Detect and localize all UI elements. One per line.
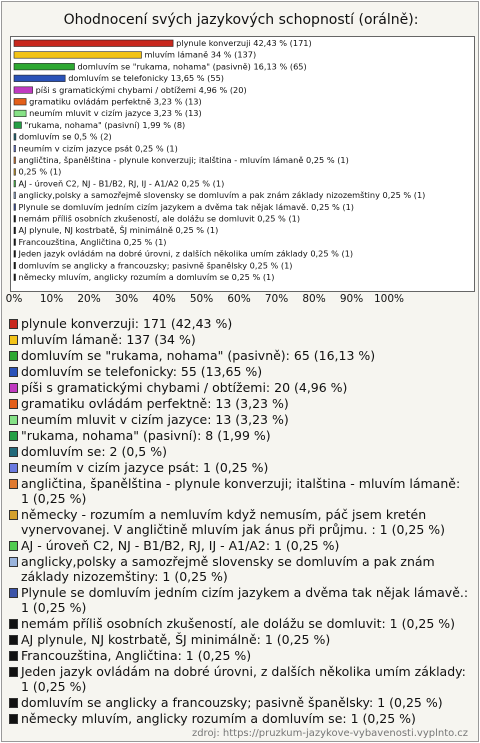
bar-label-2: domluvím se "rukama, nohama" (pasivně) 16,13 % (65) bbox=[77, 61, 307, 72]
legend-label: německy - rozumím a nemluvím když nemusím, páč jsem kretén vynervovanej. V angličtině mluvím jak ánus při průjmu. : 1 (0,25 %) bbox=[21, 507, 446, 537]
bar-2 bbox=[14, 63, 74, 70]
bar-10 bbox=[14, 157, 16, 164]
bar-3 bbox=[14, 75, 65, 82]
legend-label: anglicky,polsky a samozřejmě slovensky se domluvím a pak znám základy nizozemštiny: 1 (0,25 %) bbox=[21, 554, 435, 584]
legend-item bbox=[9, 554, 471, 584]
legend bbox=[9, 316, 471, 727]
bar-20 bbox=[14, 274, 16, 281]
legend-item bbox=[9, 538, 471, 553]
bar-label-0: plynule konverzuji 42,43 % (171) bbox=[176, 38, 312, 48]
legend-label: AJ - úroveň C2, NJ - B1/B2, RJ, IJ - A1/A2: 1 (0,25 %) bbox=[21, 538, 340, 553]
legend-label: angličtina, španělština - plynule konverzuji; italština - mluvím lámaně: 1 (0,25 %) bbox=[21, 476, 461, 506]
legend-swatch bbox=[9, 714, 18, 724]
legend-label: "rukama, nohama" (pasivní): 8 (1,99 %) bbox=[21, 428, 271, 443]
legend-label: plynule konverzuji: 171 (42,43 %) bbox=[21, 316, 233, 331]
legend-item bbox=[9, 585, 471, 615]
legend-item bbox=[9, 632, 471, 647]
bar-chart bbox=[11, 37, 474, 291]
bar-label-8: domluvím se 0,5 % (2) bbox=[18, 131, 112, 142]
bar-19 bbox=[14, 262, 16, 269]
legend-swatch bbox=[9, 479, 18, 489]
bar-17 bbox=[14, 239, 16, 246]
legend-label: mluvím lámaně: 137 (34 %) bbox=[21, 332, 196, 347]
legend-label: domluvím se: 2 (0,5 %) bbox=[21, 444, 167, 459]
bar-12 bbox=[14, 180, 16, 187]
bar-label-19: domluvím se anglicky a francouzsky; pasivně španělsky 0,25 % (1) bbox=[18, 260, 293, 271]
x-tick-label: 20% bbox=[77, 293, 101, 305]
bar-label-15: nemám příliš osobních zkušeností, ale dolážu se domluvit 0,25 % (1) bbox=[18, 213, 301, 224]
legend-item bbox=[9, 332, 471, 347]
legend-swatch bbox=[9, 383, 18, 393]
x-tick-label: 100% bbox=[373, 293, 405, 305]
x-axis bbox=[2, 293, 480, 309]
legend-item bbox=[9, 316, 471, 331]
chart-title: Ohodnocení svých jazykových schopností (orálně): bbox=[63, 12, 419, 28]
legend-label: domluvím se telefonicky: 55 (13,65 %) bbox=[21, 364, 263, 379]
legend-label: domluvím se anglicky a francouzsky; pasivně španělsky: 1 (0,25 %) bbox=[21, 695, 443, 710]
legend-item bbox=[9, 396, 471, 411]
legend-item bbox=[9, 380, 471, 395]
bar-16 bbox=[14, 227, 16, 234]
legend-swatch bbox=[9, 415, 18, 425]
legend-label: píši s gramatickými chybami / obtížemi: 20 (4,96 %) bbox=[21, 380, 348, 395]
x-tick-label: 40% bbox=[152, 293, 176, 305]
bar-label-18: Jeden jazyk ovládám na dobré úrovni, z dalších několika umím základy 0,25 % (1) bbox=[18, 248, 354, 259]
legend-label: Francouzština, Angličtina: 1 (0,25 %) bbox=[21, 648, 252, 663]
bar-4 bbox=[14, 87, 33, 94]
legend-swatch bbox=[9, 447, 18, 457]
legend-item bbox=[9, 648, 471, 663]
bar-18 bbox=[14, 251, 16, 258]
x-tick-label: 60% bbox=[227, 293, 251, 305]
legend-swatch bbox=[9, 399, 18, 409]
x-tick-label: 50% bbox=[189, 293, 214, 305]
bar-6 bbox=[14, 110, 26, 117]
bar-7 bbox=[14, 122, 21, 128]
bar-label-3: domluvím se telefonicky 13,65 % (55) bbox=[68, 73, 224, 84]
legend-item bbox=[9, 664, 471, 694]
bar-0 bbox=[14, 40, 173, 47]
bar-8 bbox=[14, 134, 16, 141]
legend-swatch bbox=[9, 351, 18, 361]
bar-label-12: AJ - úroveň C2, NJ - B1/B2, RJ, IJ - A1/A2 0,25 % (1) bbox=[18, 178, 225, 189]
bar-label-6: neumím mluvit v cizím jazyce 3,23 % (13) bbox=[29, 108, 202, 119]
legend-swatch bbox=[9, 588, 18, 598]
bar-label-4: píši s gramatickými chybami / obtížemi 4,96 % (20) bbox=[35, 84, 247, 95]
legend-item bbox=[9, 348, 471, 363]
bar-13 bbox=[14, 192, 16, 199]
plot-area bbox=[10, 36, 475, 292]
legend-item bbox=[9, 412, 471, 427]
legend-label: AJ plynule, NJ kostrbatě, ŠJ minimálně: 1 (0,25 %) bbox=[21, 632, 331, 647]
legend-label: domluvím se "rukama, nohama" (pasivně): 65 (16,13 %) bbox=[21, 348, 376, 363]
bar-label-1: mluvím lámaně 34 % (137) bbox=[144, 49, 257, 60]
x-tick-label: 70% bbox=[264, 293, 289, 305]
legend-swatch bbox=[9, 698, 18, 708]
bar-1 bbox=[14, 52, 142, 59]
bar-label-17: Francouzština, Angličtina 0,25 % (1) bbox=[18, 236, 167, 247]
legend-swatch bbox=[9, 619, 18, 629]
x-tick-label: 30% bbox=[114, 293, 139, 305]
legend-item bbox=[9, 507, 471, 537]
bar-14 bbox=[14, 204, 16, 211]
x-tick-label: 0% bbox=[5, 293, 23, 305]
legend-swatch bbox=[9, 667, 18, 677]
legend-swatch bbox=[9, 463, 18, 473]
legend-swatch bbox=[9, 510, 18, 520]
legend-item bbox=[9, 711, 471, 726]
legend-label: Plynule se domluvím jedním cizím jazykem a dvěma tak nějak lámavě.: 1 (0,25 %) bbox=[21, 585, 469, 615]
legend-item bbox=[9, 364, 471, 379]
bar-label-7: "rukama, nohama" (pasivní) 1,99 % (8) bbox=[24, 119, 186, 130]
bar-11 bbox=[14, 169, 16, 176]
legend-swatch bbox=[9, 557, 18, 567]
legend-label: Jeden jazyk ovládám na dobré úrovni, z dalších několika umím základy: 1 (0,25 %) bbox=[21, 664, 466, 694]
legend-item bbox=[9, 695, 471, 710]
bar-label-13: anglicky,polsky a samozřejmě slovensky se domluvím a pak znám základy nizozemštiny 0,25 % (1) bbox=[18, 190, 426, 201]
legend-item bbox=[9, 460, 471, 475]
legend-label: neumím mluvit v cizím jazyce: 13 (3,23 %) bbox=[21, 412, 289, 427]
legend-swatch bbox=[9, 541, 18, 551]
bar-label-5: gramatiku ovládám perfektně 3,23 % (13) bbox=[29, 96, 202, 107]
legend-item bbox=[9, 476, 471, 506]
legend-item bbox=[9, 444, 471, 459]
legend-swatch bbox=[9, 319, 18, 329]
source-note: zdroj: https://pruzkum-jazykove-vybavenosti.vyplnto.cz bbox=[191, 728, 468, 739]
x-tick-label: 10% bbox=[39, 293, 64, 305]
legend-swatch bbox=[9, 431, 18, 441]
legend-swatch bbox=[9, 651, 18, 661]
legend-item bbox=[9, 428, 471, 443]
legend-label: gramatiku ovládám perfektně: 13 (3,23 %) bbox=[21, 396, 289, 411]
x-tick-label: 80% bbox=[302, 293, 326, 305]
bar-label-20: německy mluvím, anglicky rozumím a domluvím se 0,25 % (1) bbox=[18, 272, 275, 282]
bar-label-11: 0,25 % (1) bbox=[18, 166, 62, 177]
bar-label-9: neumím v cizím jazyce psát 0,25 % (1) bbox=[18, 143, 178, 154]
legend-label: nemám příliš osobních zkušeností, ale dolážu se domluvit: 1 (0,25 %) bbox=[21, 616, 456, 631]
x-tick-label: 90% bbox=[339, 293, 364, 305]
legend-swatch bbox=[9, 335, 18, 345]
bar-9 bbox=[14, 145, 16, 152]
bar-label-10: angličtina, španělština - plynule konverzuji; italština - mluvím lámaně 0,25 % (1) bbox=[18, 155, 349, 165]
legend-item bbox=[9, 616, 471, 631]
legend-swatch bbox=[9, 635, 18, 645]
legend-swatch bbox=[9, 367, 18, 377]
bar-5 bbox=[14, 99, 26, 106]
bar-label-14: Plynule se domluvím jedním cizím jazykem a dvěma tak nějak lámavě. 0,25 % (1) bbox=[18, 201, 354, 212]
legend-label: neumím v cizím jazyce psát: 1 (0,25 %) bbox=[21, 460, 269, 475]
chart-frame bbox=[1, 1, 479, 742]
bar-15 bbox=[14, 216, 16, 223]
bar-label-16: AJ plynule, NJ kostrbatě, ŠJ minimálně 0,25 % (1) bbox=[18, 225, 219, 236]
legend-label: německy mluvím, anglicky rozumím a domluvím se: 1 (0,25 %) bbox=[21, 711, 416, 726]
